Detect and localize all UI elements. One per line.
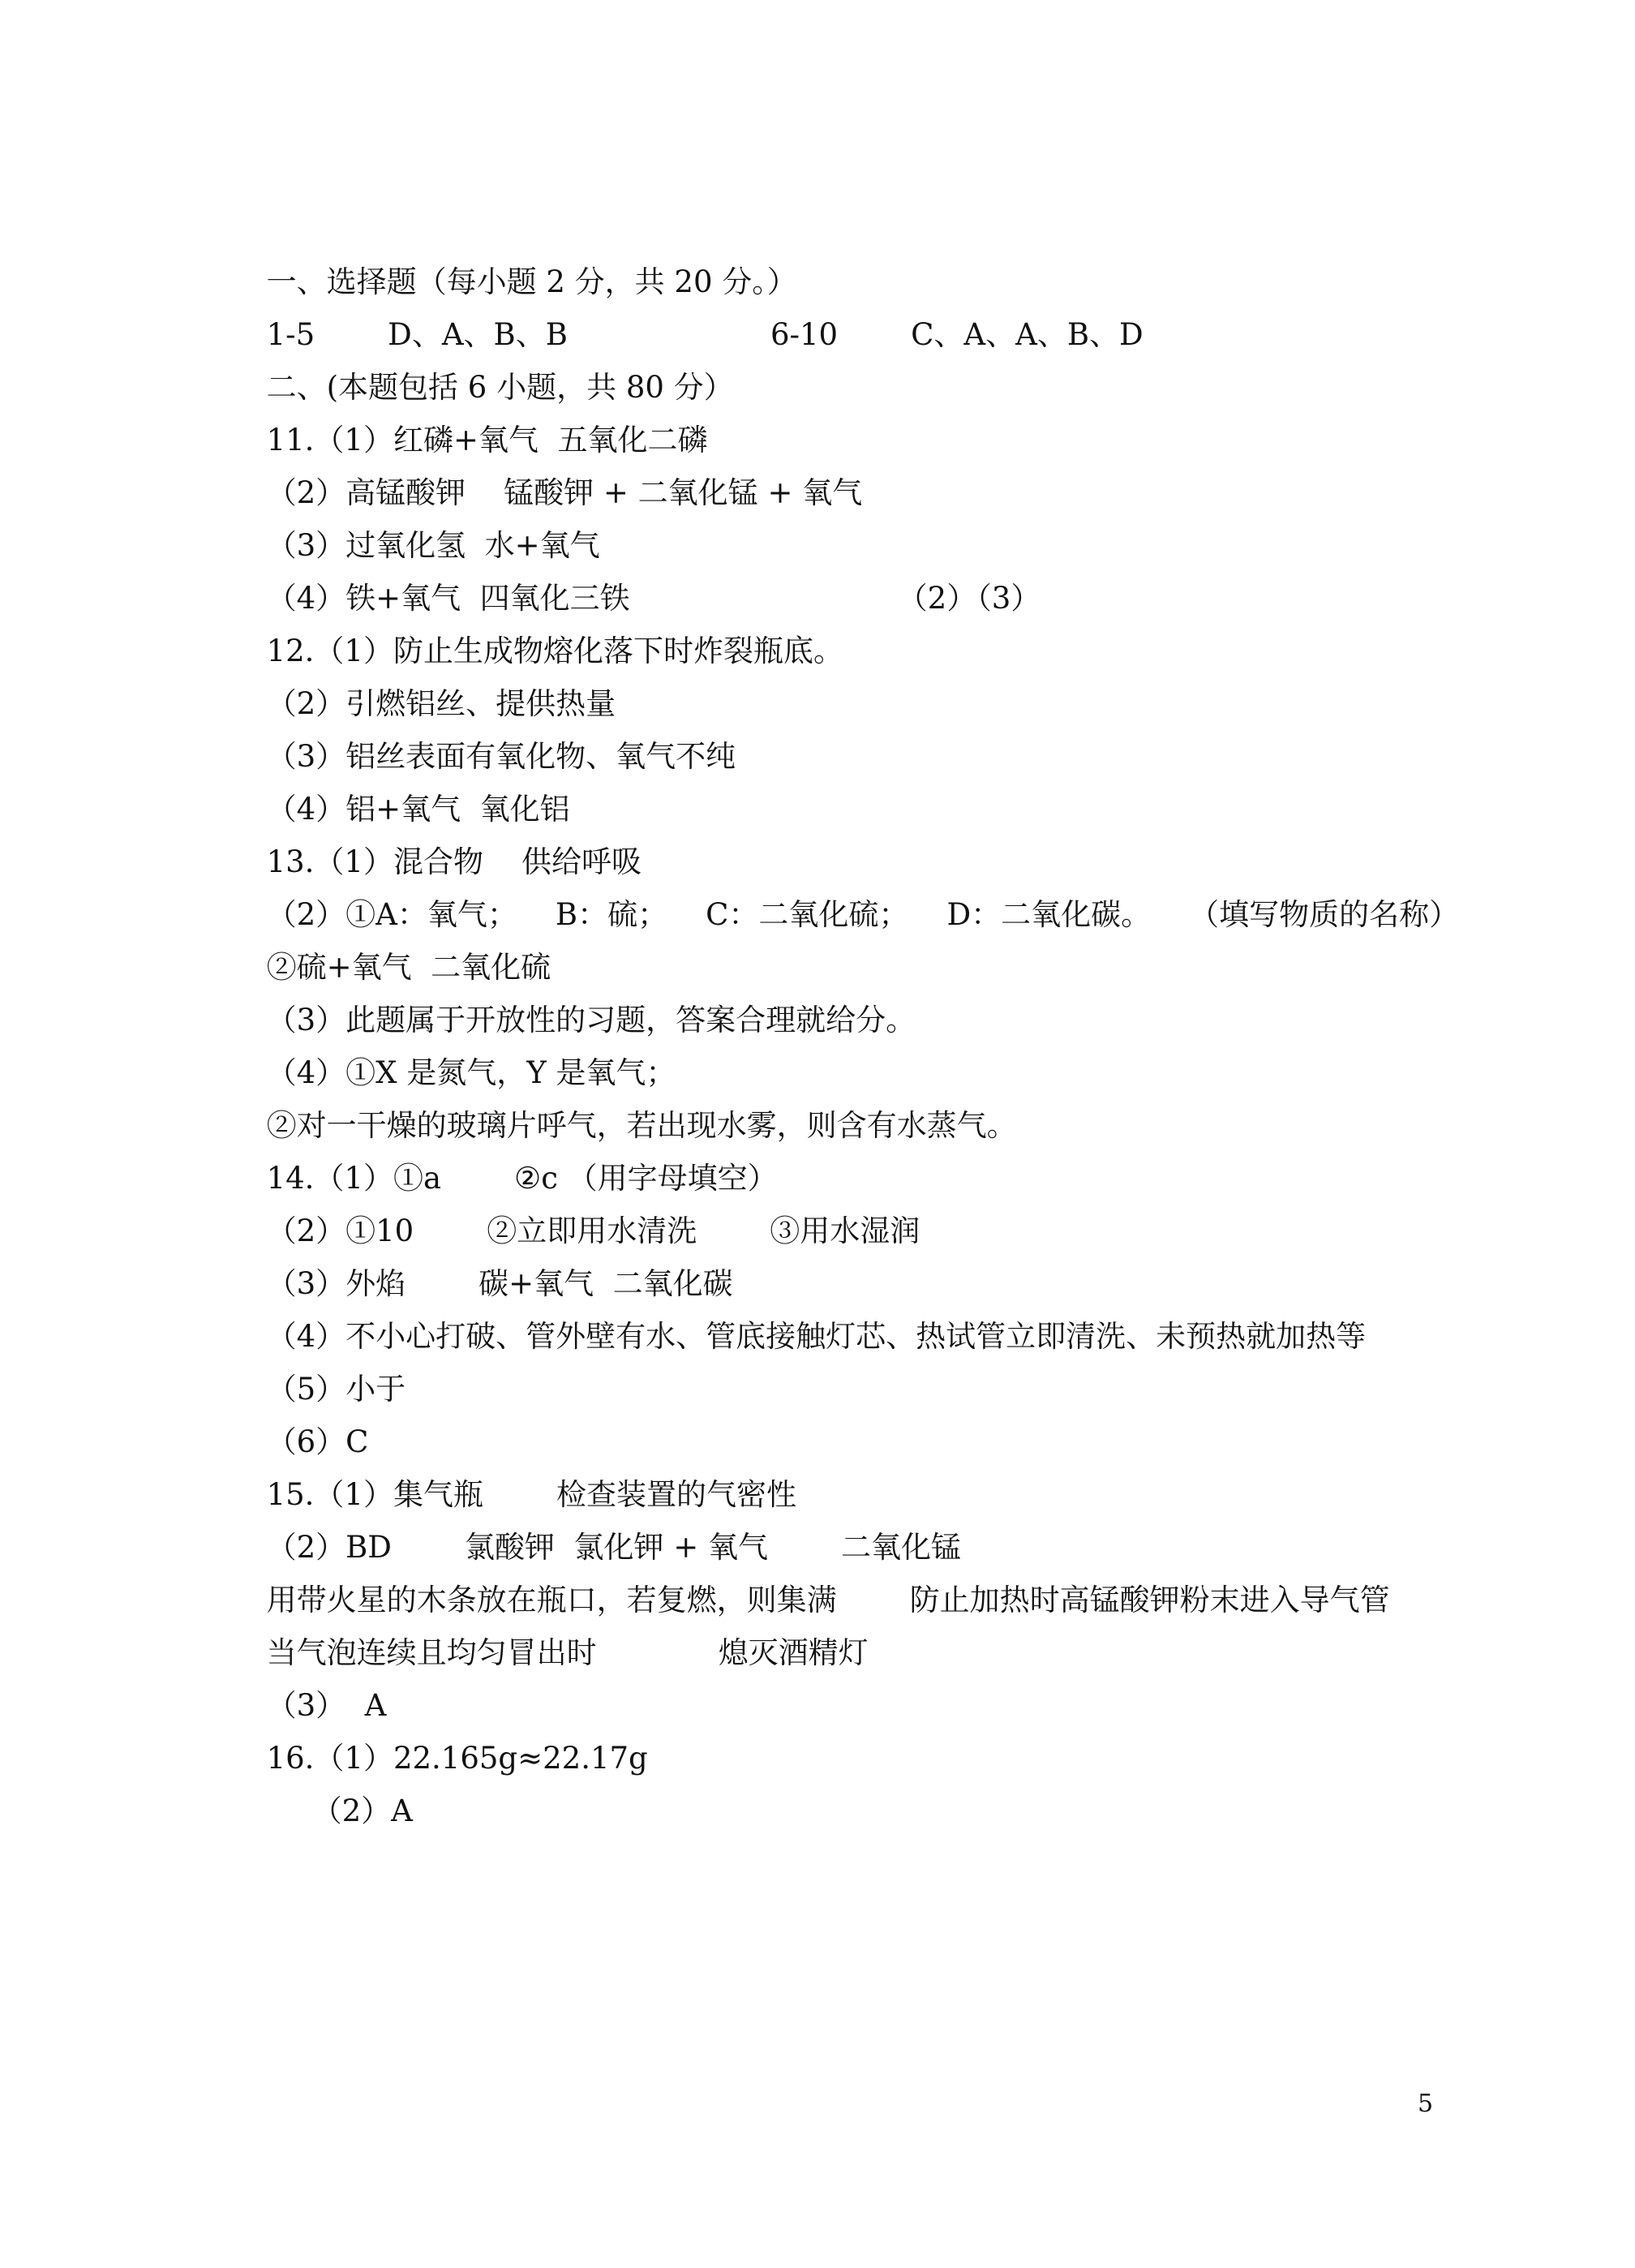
answer-text: ②c （用字母填空） bbox=[514, 1161, 778, 1196]
question-range: 1-5 bbox=[266, 317, 315, 352]
answer-text: 检查装置的气密性 bbox=[556, 1477, 796, 1512]
answer-line bbox=[209, 1415, 1523, 1512]
answer-text: 12.（1）防止生成物熔化落下时炸裂瓶底。 bbox=[266, 634, 843, 668]
answer-text: 15.（1）集气瓶 bbox=[266, 1477, 483, 1512]
section-heading-text: 二、(本题包括 6 小题，共 80 分） bbox=[266, 370, 734, 405]
answer-text: 13.（1）混合物 供给呼吸 bbox=[266, 844, 642, 879]
answer-text: （3）过氧化氢 水+氧气 bbox=[266, 528, 600, 563]
answer-text: 11.（1）红磷+氧气 五氧化二磷 bbox=[266, 423, 708, 457]
answer-text: 碳+氧气 二氧化碳 bbox=[478, 1266, 733, 1301]
section-heading-choice bbox=[209, 203, 1523, 299]
answer-text: （5）小于 bbox=[266, 1372, 406, 1407]
catalyst-text: 二氧化锰 bbox=[841, 1530, 962, 1565]
answer-text: （2）BD bbox=[266, 1530, 392, 1565]
answer-text: （2）引燃铝丝、提供热量 bbox=[266, 686, 616, 721]
answer-list: D、A、B、B bbox=[388, 317, 568, 352]
answer-text: （3）外焰 bbox=[266, 1266, 406, 1301]
page-number: 5 bbox=[1418, 2090, 1434, 2118]
answer-text: （2）①A：氧气； B：硫； C：二氧化硫； D：二氧化碳。 （填写物质的名称） bbox=[266, 897, 1460, 932]
answer-text: （3）此题属于开放性的习题，答案合理就给分。 bbox=[266, 1003, 916, 1037]
answer-text: （4）铁+氧气 四氧化三铁 bbox=[266, 581, 630, 616]
answer-text: （4）①X 是氮气，Y 是氧气； bbox=[266, 1055, 676, 1090]
answer-text: （2）A bbox=[311, 1793, 413, 1828]
answer-list: C、A、A、B、D bbox=[911, 317, 1144, 352]
section-heading-text: 一、选择题（每小题 2 分，共 20 分。） bbox=[266, 264, 797, 299]
answer-text: 14.（1）①a bbox=[266, 1161, 442, 1196]
answer-line bbox=[209, 1363, 1523, 1459]
answer-text: 防止加热时高锰酸钾粉末进入导气管 bbox=[909, 1583, 1390, 1617]
answer-key-content bbox=[209, 203, 1523, 1828]
answer-text: ②对一干燥的玻璃片呼气，若出现水雾，则含有水蒸气。 bbox=[266, 1108, 1017, 1143]
answer-text: ②硫+氧气 二氧化硫 bbox=[266, 950, 551, 985]
answer-text: （4）铝+氧气 氧化铝 bbox=[266, 792, 570, 827]
answer-text: 当气泡连续且均匀冒出时 bbox=[266, 1635, 597, 1670]
answer-text: ②立即用水清洗 bbox=[487, 1213, 697, 1248]
answer-line bbox=[209, 1679, 1523, 1776]
answer-text: （3）铝丝表面有氧化物、氧气不纯 bbox=[266, 739, 736, 774]
answer-text: 熄灭酒精灯 bbox=[718, 1635, 869, 1670]
answer-text: （2）高锰酸钾 锰酸钾 + 二氧化锰 + 氧气 bbox=[266, 475, 863, 510]
answer-text: （4）不小心打破、管外壁有水、管底接触灯芯、热试管立即清洗、未预热就加热等 bbox=[266, 1319, 1367, 1354]
answer-text: ③用水湿润 bbox=[770, 1213, 920, 1248]
answer-text: （2）（3） bbox=[897, 581, 1041, 616]
answer-text: （6）C bbox=[266, 1424, 369, 1459]
answer-text: （3） A bbox=[266, 1688, 387, 1723]
question-range: 6-10 bbox=[770, 317, 839, 352]
answer-text: 氯酸钾 氯化钾 + 氧气 bbox=[464, 1530, 769, 1565]
answer-text: 用带火星的木条放在瓶口，若复燃，则集满 bbox=[266, 1583, 837, 1617]
answer-text: 16.（1）22.165g≈22.17g bbox=[266, 1741, 648, 1776]
answer-text: （2）①10 bbox=[266, 1213, 414, 1248]
